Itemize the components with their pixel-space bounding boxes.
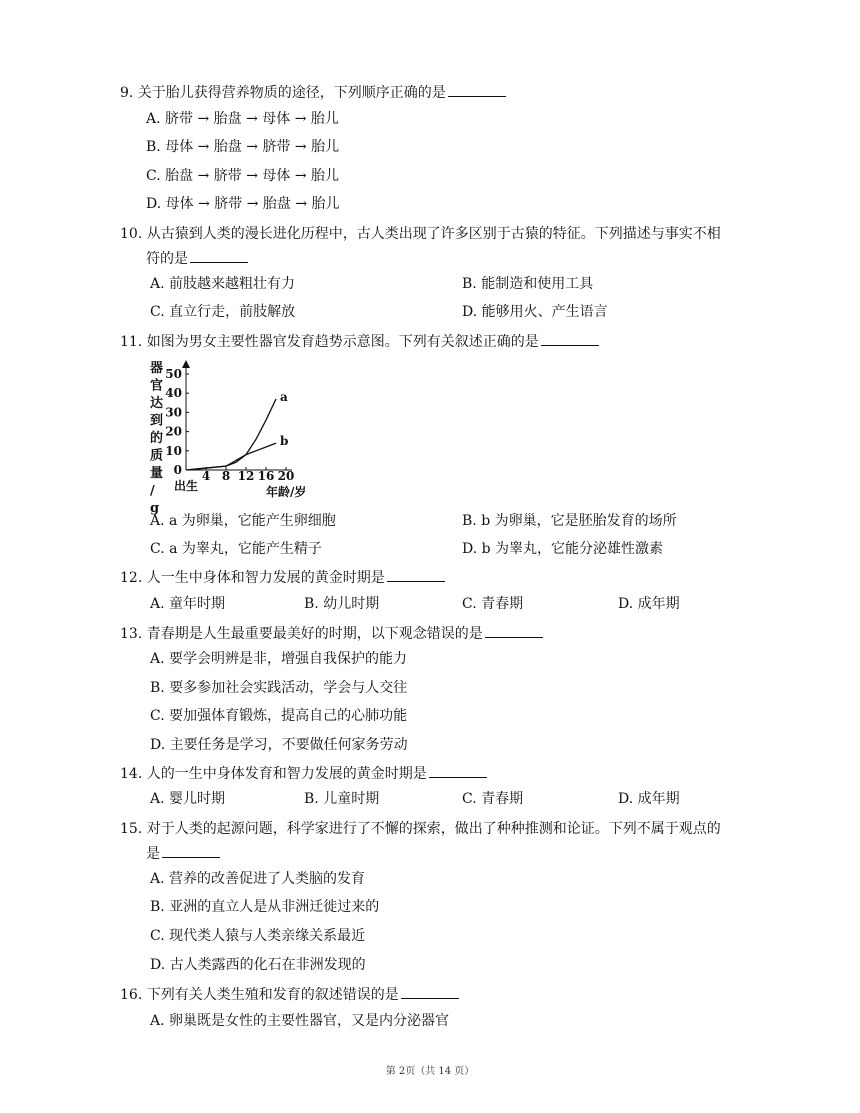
x-tick-label: 8 [221,469,231,483]
answer-blank[interactable] [448,83,506,97]
y-tick-label: 50 [165,367,182,381]
option-a[interactable]: A. 卵巢既是女性的主要性器官，又是内分泌器官 [150,1013,450,1029]
answer-blank[interactable] [387,568,445,582]
question-stem: 16. 下列有关人类生殖和发育的叙述错误的是 [120,987,399,1003]
answer-blank[interactable] [429,764,487,778]
question-9 [120,82,506,102]
series-label-a: a [280,389,288,404]
option-a[interactable]: A. 童年时期 [150,596,226,612]
question-15: 15. 对于人类的起源问题，科学家进行了不懈的探索，做出了种种推测和论证。下列不属于观点的 [120,821,721,837]
organ-development-chart [146,358,307,516]
option-b[interactable]: B. 亚洲的直立人是从非洲迁徙过来的 [150,899,380,915]
option-a[interactable]: A. 营养的改善促进了人类脑的发育 [150,871,366,887]
page-footer: 第 2页（共 14 页） [385,1066,475,1077]
x-tick-label: 12 [237,469,255,483]
question-11 [120,331,599,351]
y-axis-label: 器官达到的质量/ g [150,361,164,516]
series-line-a [186,399,276,470]
option-b[interactable]: B. 能制造和使用工具 [462,276,594,292]
option-a[interactable]: A. 前肢越来越粗壮有力 [150,276,296,292]
x-origin-label: 出生 [174,479,199,493]
y-tick-label: 10 [165,443,182,458]
option-c[interactable]: C. 胎盘 → 脐带 → 母体 → 胎儿 [146,168,340,184]
option-b[interactable]: B. 母体 → 胎盘 → 脐带 → 胎儿 [146,139,340,155]
option-d[interactable]: D. 古人类露西的化石在非洲发现的 [150,957,366,973]
option-a[interactable]: A. 婴儿时期 [150,791,226,807]
option-d[interactable]: D. 母体 → 脐带 → 胎盘 → 胎儿 [146,196,340,212]
y-tick-label: 30 [165,405,182,420]
y-tick-label: 0 [173,463,182,477]
question-15-continued [146,843,220,863]
question-stem: 9. 关于胎儿获得营养物质的途径，下列顺序正确的是 [120,85,446,101]
question-16 [120,984,459,1004]
option-d[interactable]: D. 成年期 [618,791,680,807]
answer-blank[interactable] [541,332,599,346]
option-a[interactable]: A. 脐带 → 胎盘 → 母体 → 胎儿 [146,111,339,127]
answer-blank[interactable] [401,985,459,999]
question-stem: 12. 人一生中身体和智力发展的黄金时期是 [120,570,385,586]
option-c[interactable]: C. a 为睾丸，它能产生精子 [150,541,322,557]
option-b[interactable]: B. 要多参加社会实践活动，学会与人交往 [150,680,408,696]
x-axis-label: 年龄/岁 [266,485,307,499]
answer-blank[interactable] [485,624,543,638]
question-14 [120,763,487,783]
y-tick-label: 40 [165,386,182,401]
question-stem: 符的是 [146,251,188,267]
option-c[interactable]: C. 直立行走，前肢解放 [150,304,296,320]
question-stem: 14. 人的一生中身体发育和智力发展的黄金时期是 [120,766,427,782]
option-d[interactable]: D. 能够用火、产生语言 [462,304,608,320]
series-label-b: b [280,434,289,449]
y-axis-arrow [182,360,190,368]
option-d[interactable]: D. 主要任务是学习，不要做任何家务劳动 [150,737,408,753]
option-c[interactable]: C. 青春期 [462,596,524,612]
question-10-continued [146,248,248,268]
question-13 [120,623,543,643]
option-c[interactable]: C. 要加强体育锻炼，提高自己的心肺功能 [150,708,408,724]
question-stem: 13. 青春期是人生最重要最美好的时期，以下观念错误的是 [120,626,483,642]
answer-blank[interactable] [162,844,220,858]
option-b[interactable]: B. 儿童时期 [304,791,380,807]
answer-blank[interactable] [190,249,248,263]
x-tick-label: 4 [201,469,211,483]
option-a[interactable]: A. 要学会明辨是非，增强自我保护的能力 [150,651,408,667]
x-tick-label: 20 [277,469,295,483]
question-stem: 是 [146,846,160,862]
question-stem: 11. 如图为男女主要性器官发育趋势示意图。下列有关叙述正确的是 [120,334,539,350]
question-10: 10. 从古猿到人类的漫长进化历程中，古人类出现了许多区别于古猿的特征。下列描述与事实不相 [120,226,721,242]
option-b[interactable]: B. b 为卵巢，它是胚胎发育的场所 [462,513,677,529]
option-c[interactable]: C. 现代类人猿与人类亲缘关系最近 [150,928,366,944]
option-b[interactable]: B. 幼儿时期 [304,596,380,612]
y-tick-label: 20 [165,424,182,439]
option-c[interactable]: C. 青春期 [462,791,524,807]
question-12 [120,567,445,587]
option-a[interactable]: A. a 为卵巢，它能产生卵细胞 [150,513,336,529]
x-tick-label: 16 [257,469,275,483]
series-line-b [186,443,276,470]
option-d[interactable]: D. b 为睾丸，它能分泌雄性激素 [462,541,664,557]
option-d[interactable]: D. 成年期 [618,596,680,612]
